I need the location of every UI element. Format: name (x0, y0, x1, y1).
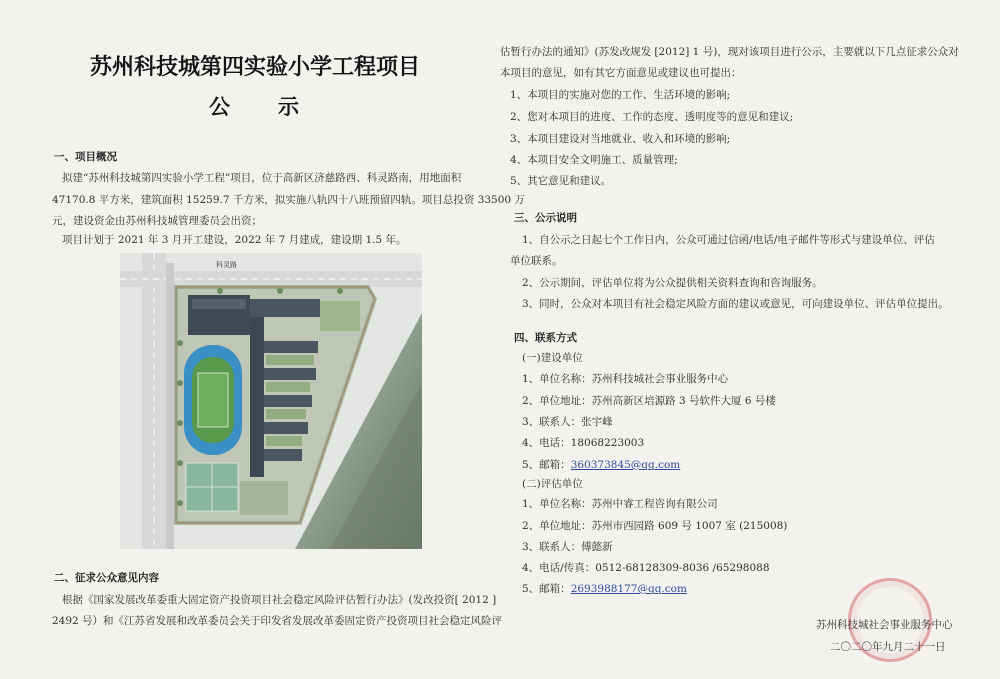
evaluator-address: 2、单位地址：苏州市西园路 609 号 1007 室 (215008) (522, 520, 788, 532)
builder-email-link[interactable]: 360373845@qq.com (570, 459, 681, 471)
section2-line4: 本项目的意见，如有其它方面意见或建议也可提出： (500, 67, 742, 79)
list-item: 1、本项目的实施对您的工作、生活环境的影响; (510, 89, 731, 101)
signature-org: 苏州科技城社会事业服务中心 (816, 619, 953, 631)
builder-address: 2、单位地址：苏州高新区培源路 3 号软件大厦 6 号楼 (522, 395, 776, 407)
section3-item3: 3、同时，公众对本项目有社会稳定风险方面的建议或意见，可向建设单位、评估单位提出。 (522, 298, 949, 310)
section1-p1-line3: 元，建设资金由苏州科技城管理委员会出资； (52, 215, 262, 227)
contact-subheading-builder: (一)建设单位 (522, 352, 583, 364)
section1-heading: 一、项目概况 (54, 151, 117, 163)
section2-line3: 估暂行办法的通知》(苏发改规发 [2012] 1 号)，现对该项目进行公示，主要就以下几点征求公众对 (500, 46, 959, 58)
road-label: 科灵路 (216, 261, 237, 269)
signature-date: 二〇二〇年九月二十一日 (830, 641, 946, 653)
list-item: 3、本项目建设对当地就业、收入和环境的影响; (510, 133, 731, 145)
evaluator-name: 1、单位名称：苏州中睿工程咨询有限公司 (522, 498, 718, 510)
section3-item1-line1: 1、自公示之日起七个工作日内，公众可通过信函/电话/电子邮件等形式与建设单位、评估 (522, 234, 935, 246)
section4-heading: 四、联系方式 (514, 332, 577, 344)
list-item: 5、其它意见和建议。 (510, 175, 612, 187)
builder-name: 1、单位名称：苏州科技城社会事业服务中心 (522, 373, 729, 385)
evaluator-email-label: 5、邮箱： (522, 583, 571, 595)
list-item: 4、本项目安全文明施工、质量管理; (510, 154, 678, 166)
section3-item2: 2、公示期间，评估单位将为公众提供相关资料查询和咨询服务。 (522, 277, 823, 289)
site-plan-image (120, 253, 422, 549)
builder-email-label: 5、邮箱： (522, 459, 571, 471)
contact-subheading-evaluator: (二)评估单位 (522, 478, 583, 490)
builder-phone: 4、电话：18068223003 (522, 437, 645, 449)
section2-line1: 根据《国家发展改革委重大固定资产投资项目社会稳定风险评估暂行办法》(发改投资[ 2012 ] (62, 594, 497, 606)
section1-p1-line2: 47170.8 平方米，建筑面积 15259.7 千方米，拟实施八轨四十八班预留四轨。项目总投资 33500 万 (52, 194, 525, 206)
evaluator-email-row (522, 583, 687, 596)
section3-heading: 三、公示说明 (514, 212, 577, 224)
site-plan-drawing (120, 253, 422, 549)
list-item: 2、您对本项目的进度、工作的态度、透明度等的意见和建议; (510, 111, 794, 123)
section1-p2: 项目计划于 2021 年 3 月开工建设，2022 年 7 月建成，建设期 1.5 年。 (62, 234, 407, 246)
builder-email-row (522, 459, 680, 472)
section2-heading: 二、征求公众意见内容 (54, 572, 159, 584)
evaluator-contact: 3、联系人：傅懿新 (522, 541, 613, 553)
evaluator-email-link[interactable]: 2693988177@qq.com (570, 583, 687, 595)
section2-line2: 2492 号）和《江苏省发展和改革委员会关于印发省发展改革委固定资产投资项目社会稳定风险评 (52, 615, 503, 627)
section3-item1-line2: 单位联系。 (510, 255, 563, 267)
doc-title: 苏州科技城第四实验小学工程项目 (89, 54, 420, 80)
builder-contact: 3、联系人：张宇峰 (522, 416, 613, 428)
evaluator-phone: 4、电话/传真：0512-68128309-8036 /65298088 (522, 562, 770, 574)
section1-p1-line1: 拟建“苏州科技城第四实验小学工程”项目，位于高新区济慈路西、科灵路南，用地面积 (62, 172, 462, 184)
doc-subtitle: 公 示 (209, 94, 301, 119)
